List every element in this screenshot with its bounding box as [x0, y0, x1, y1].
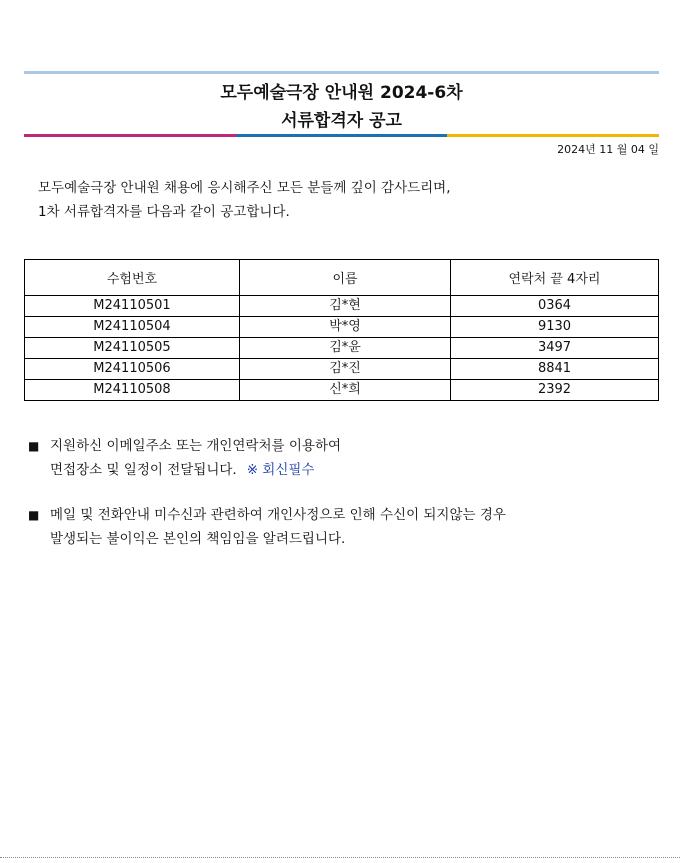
- table-row: [25, 380, 659, 401]
- note-1-line-1: 지원하신 이메일주소 또는 개인연락처를 이용하여: [50, 438, 342, 454]
- cell-phone: 2392: [451, 380, 659, 401]
- cell-phone: 9130: [451, 317, 659, 338]
- cell-name: 박*영: [240, 317, 451, 338]
- reply-required-label: ※ 회신필수: [246, 462, 315, 478]
- square-bullet-icon: ■: [28, 508, 40, 522]
- intro-line-2: 1차 서류합격자를 다음과 같이 공고합니다.: [38, 204, 290, 220]
- cell-exam-number: M24110505: [25, 338, 240, 359]
- page-title: 모두예술극장 안내원 2024-6차: [220, 83, 463, 103]
- cell-phone: 0364: [451, 296, 659, 317]
- cell-exam-number: M24110501: [25, 296, 240, 317]
- table-row: [25, 338, 659, 359]
- cell-name: 김*진: [240, 359, 451, 380]
- notice-disclaimer: [28, 503, 506, 551]
- color-bar-yellow: [447, 134, 659, 137]
- cell-exam-number: M24110506: [25, 359, 240, 380]
- result-table: [24, 259, 659, 401]
- top-rule: [24, 71, 659, 74]
- intro-text: [38, 176, 451, 224]
- note-1-line-2: 면접장소 및 일정이 전달됩니다.: [50, 462, 237, 478]
- cell-name: 김*윤: [240, 338, 451, 359]
- color-bar-blue: [236, 134, 448, 137]
- cell-phone: 3497: [451, 338, 659, 359]
- square-bullet-icon: ■: [28, 439, 40, 453]
- table-header-row: [25, 260, 659, 296]
- page-bottom-rule: [0, 857, 680, 858]
- notice-date: 2024년 11 월 04 일: [557, 143, 659, 156]
- cell-exam-number: M24110508: [25, 380, 240, 401]
- note-2-line-1: 메일 및 전화안내 미수신과 관련하여 개인사정으로 인해 수신이 되지않는 경우: [50, 507, 506, 523]
- cell-exam-number: M24110504: [25, 317, 240, 338]
- note-2-line-2: 발생되는 불이익은 본인의 책임임을 알려드립니다.: [50, 531, 346, 547]
- cell-phone: 8841: [451, 359, 659, 380]
- header-exam-number: 수험번호: [25, 260, 240, 296]
- cell-name: 김*현: [240, 296, 451, 317]
- header-phone-last4: 연락처 끝 4자리: [451, 260, 659, 296]
- table-row: [25, 359, 659, 380]
- table-row: [25, 296, 659, 317]
- color-bar-magenta: [24, 134, 236, 137]
- table-row: [25, 317, 659, 338]
- header-name: 이름: [240, 260, 451, 296]
- color-bar: [24, 134, 659, 137]
- intro-line-1: 모두예술극장 안내원 채용에 응시해주신 모든 분들께 깊이 감사드리며,: [38, 180, 451, 196]
- notice-contact: [28, 434, 341, 482]
- page-subtitle: 서류합격자 공고: [281, 111, 402, 131]
- cell-name: 신*희: [240, 380, 451, 401]
